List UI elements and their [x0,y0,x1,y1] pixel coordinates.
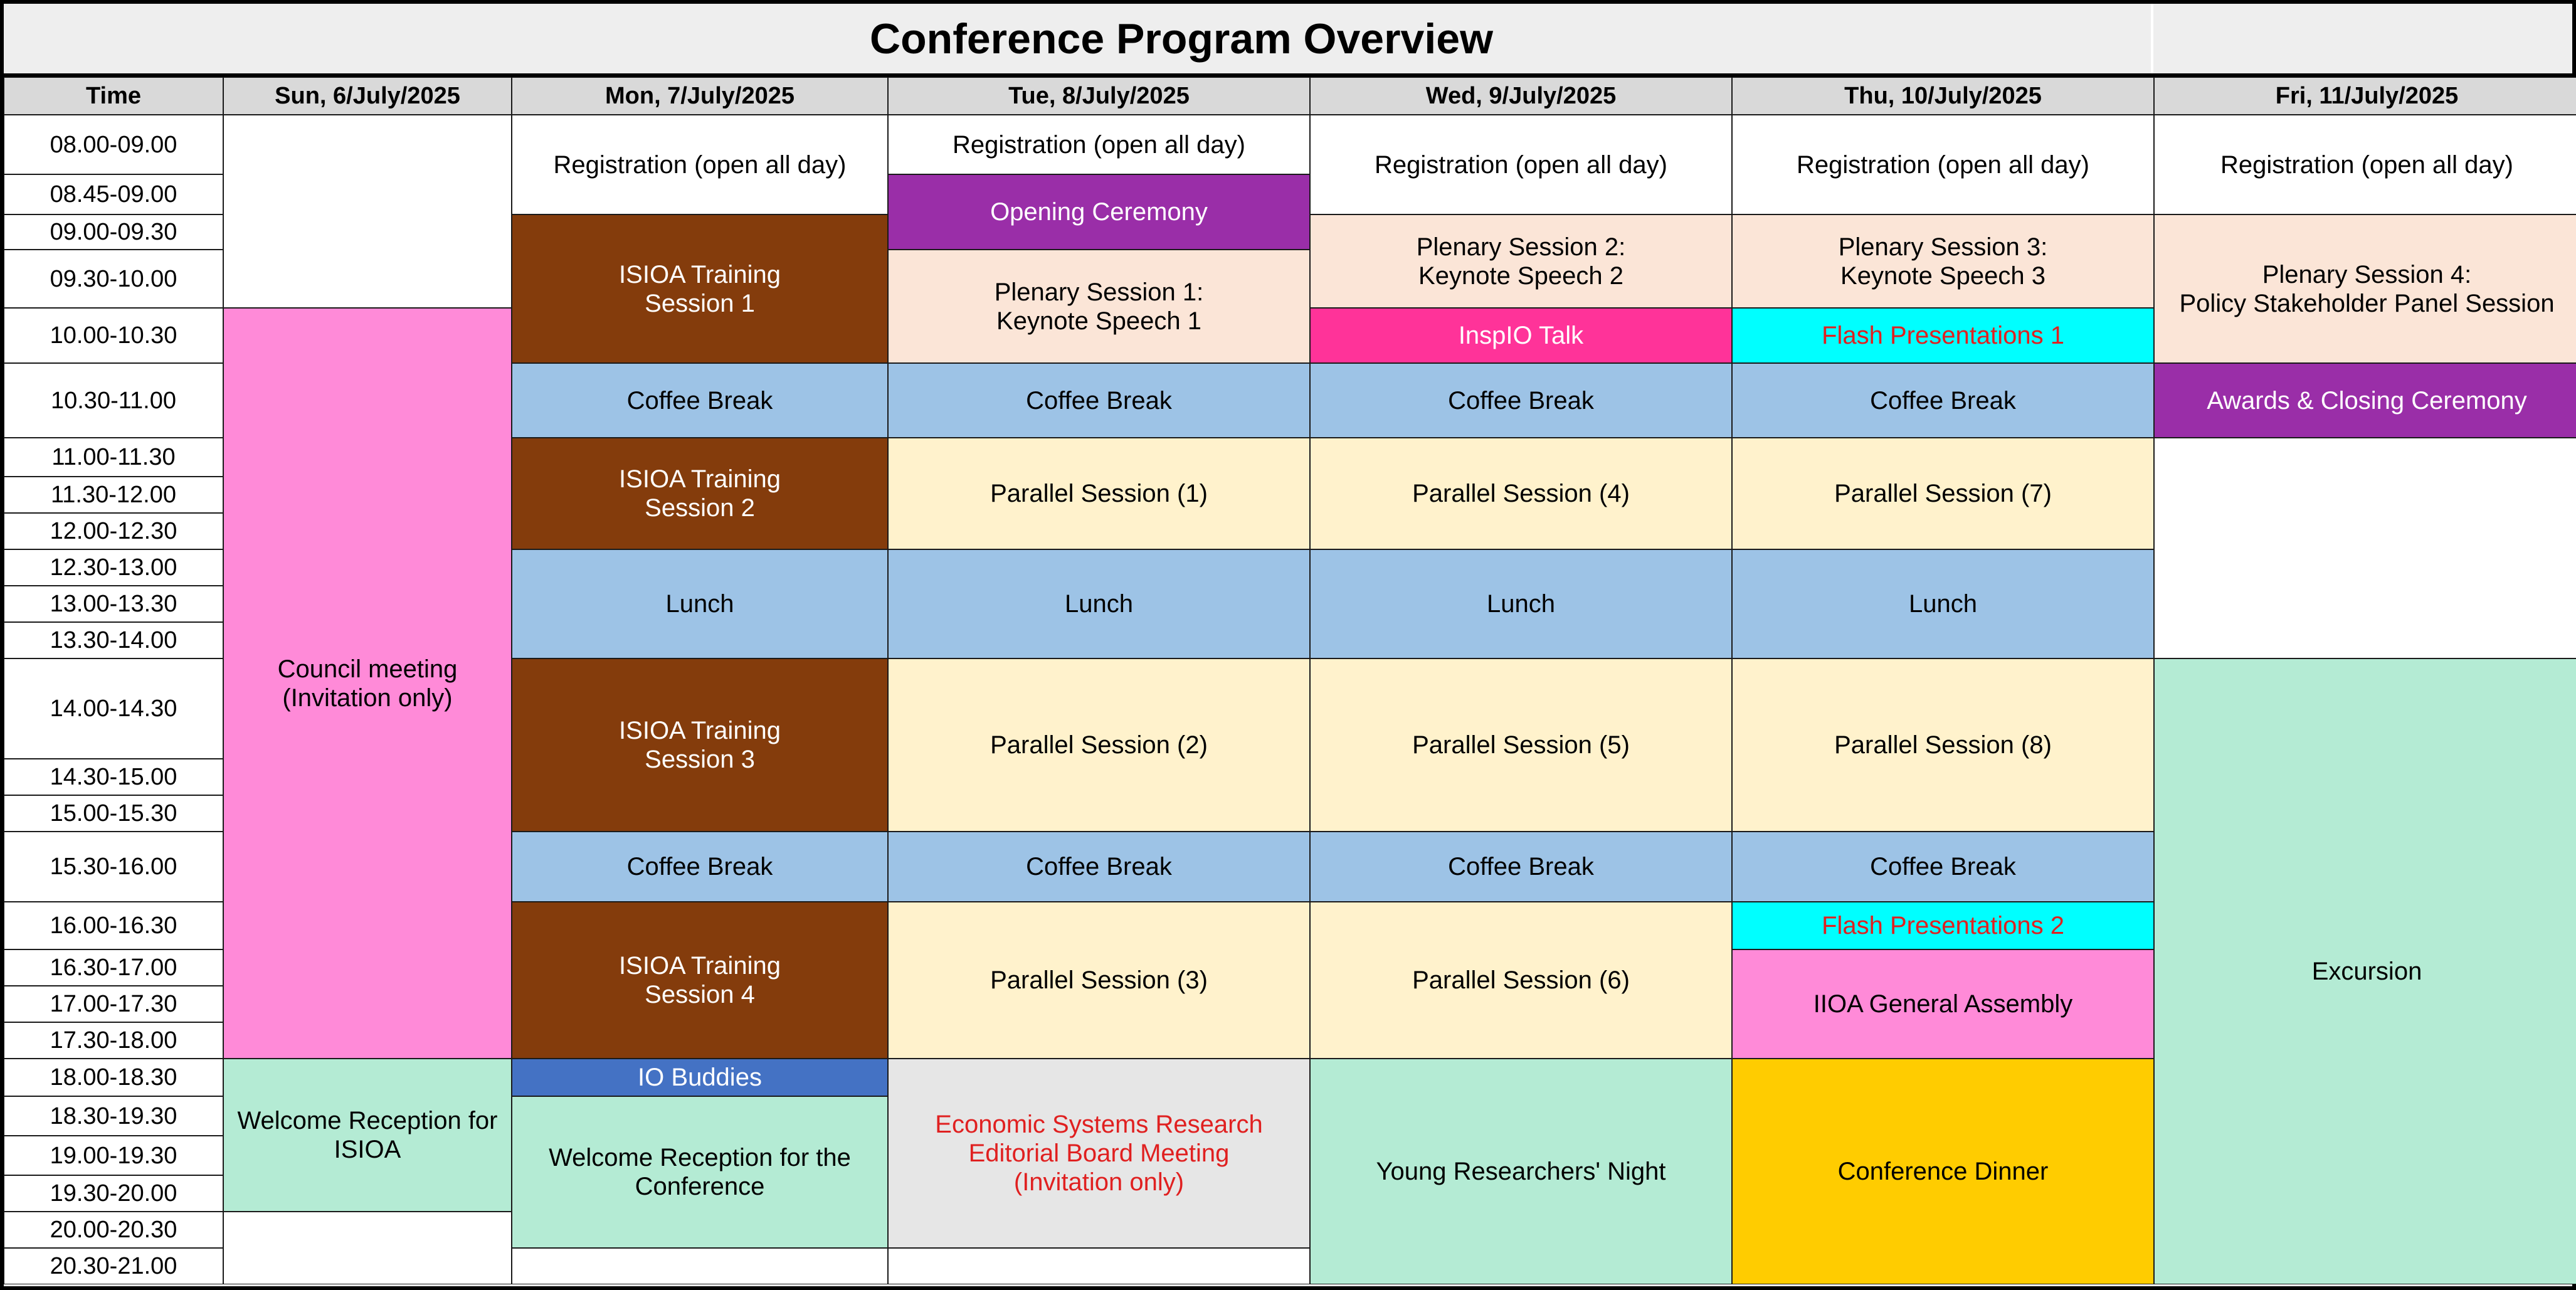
event-plenary-3: Plenary Session 3: Keynote Speech 3 [1732,214,2154,308]
time-slot: 15.30-16.00 [4,832,223,902]
event-coffee-break: Coffee Break [512,363,888,438]
event-isioa-training-4: ISIOA Training Session 4 [512,902,888,1059]
event-registration: Registration (open all day) [512,115,888,214]
event-registration: Registration (open all day) [888,115,1310,174]
event-plenary-1: Plenary Session 1: Keynote Speech 1 [888,250,1310,363]
event-parallel-5: Parallel Session (5) [1310,658,1732,832]
event-parallel-4: Parallel Session (4) [1310,438,1732,549]
event-io-buddies: IO Buddies [512,1059,888,1096]
event-parallel-6: Parallel Session (6) [1310,902,1732,1059]
title-divider [2151,4,2153,77]
time-slot: 12.30-13.00 [4,549,223,586]
event-coffee-break: Coffee Break [1310,363,1732,438]
event-lunch: Lunch [1732,549,2154,658]
time-slot: 14.00-14.30 [4,658,223,759]
event-coffee-break: Coffee Break [512,832,888,902]
time-slot: 09.30-10.00 [4,250,223,308]
event-isioa-training-3: ISIOA Training Session 3 [512,658,888,832]
event-parallel-3: Parallel Session (3) [888,902,1310,1059]
time-slot: 12.00-12.30 [4,513,223,549]
header-sun: Sun, 6/July/2025 [223,77,512,115]
event-iioa-general-assembly: IIOA General Assembly [1732,949,2154,1059]
event-lunch: Lunch [1310,549,1732,658]
event-isioa-training-1: ISIOA Training Session 1 [512,214,888,363]
event-welcome-reception-isioa: Welcome Reception for ISIOA [223,1059,512,1212]
event-lunch: Lunch [888,549,1310,658]
event-coffee-break: Coffee Break [1310,832,1732,902]
time-slot: 11.00-11.30 [4,438,223,477]
header-wed: Wed, 9/July/2025 [1310,77,1732,115]
event-welcome-reception-conference: Welcome Reception for the Conference [512,1096,888,1248]
time-slot: 13.00-13.30 [4,586,223,622]
time-slot: 18.30-19.30 [4,1096,223,1136]
time-slot: 17.30-18.00 [4,1022,223,1059]
event-coffee-break: Coffee Break [888,832,1310,902]
empty-cell [223,115,512,308]
empty-cell [223,1212,512,1284]
page-title: Conference Program Overview [870,14,1493,63]
time-slot: 15.00-15.30 [4,795,223,832]
event-registration: Registration (open all day) [1732,115,2154,214]
event-plenary-2: Plenary Session 2: Keynote Speech 2 [1310,214,1732,308]
event-coffee-break: Coffee Break [888,363,1310,438]
time-slot: 19.30-20.00 [4,1175,223,1212]
event-esr-editorial-board: Economic Systems Research Editorial Board Meeting (Invitation only) [888,1059,1310,1248]
empty-cell [512,1248,888,1284]
time-slot: 20.00-20.30 [4,1212,223,1248]
event-inspio-talk: InspIO Talk [1310,308,1732,363]
empty-cell [888,1248,1310,1284]
event-flash-presentations-1: Flash Presentations 1 [1732,308,2154,363]
event-opening-ceremony: Opening Ceremony [888,174,1310,250]
time-slot: 08.45-09.00 [4,174,223,214]
time-slot: 13.30-14.00 [4,622,223,658]
event-isioa-training-2: ISIOA Training Session 2 [512,438,888,549]
event-registration: Registration (open all day) [1310,115,1732,214]
event-flash-presentations-2: Flash Presentations 2 [1732,902,2154,949]
event-coffee-break: Coffee Break [1732,363,2154,438]
event-coffee-break: Coffee Break [1732,832,2154,902]
time-slot: 19.00-19.30 [4,1136,223,1175]
header-mon: Mon, 7/July/2025 [512,77,888,115]
event-parallel-8: Parallel Session (8) [1732,658,2154,832]
time-slot: 10.30-11.00 [4,363,223,438]
time-slot: 08.00-09.00 [4,115,223,174]
event-registration: Registration (open all day) [2154,115,2576,214]
event-parallel-2: Parallel Session (2) [888,658,1310,832]
event-lunch: Lunch [512,549,888,658]
event-excursion: Excursion [2154,658,2576,1284]
title-bar [0,0,2576,77]
event-parallel-1: Parallel Session (1) [888,438,1310,549]
event-conference-dinner: Conference Dinner [1732,1059,2154,1284]
header-thu: Thu, 10/July/2025 [1732,77,2154,115]
event-young-researchers-night: Young Researchers' Night [1310,1059,1732,1284]
time-slot: 17.00-17.30 [4,986,223,1022]
event-plenary-4: Plenary Session 4: Policy Stakeholder Panel Session [2154,214,2576,363]
time-slot: 16.30-17.00 [4,949,223,986]
time-slot: 16.00-16.30 [4,902,223,949]
event-parallel-7: Parallel Session (7) [1732,438,2154,549]
time-slot: 11.30-12.00 [4,477,223,513]
schedule-grid [0,73,2576,1290]
event-council-meeting: Council meeting (Invitation only) [223,308,512,1059]
time-slot: 10.00-10.30 [4,308,223,363]
time-slot: 20.30-21.00 [4,1248,223,1284]
header-fri: Fri, 11/July/2025 [2154,77,2576,115]
time-slot: 09.00-09.30 [4,214,223,250]
time-slot: 18.00-18.30 [4,1059,223,1096]
header-time: Time [4,77,223,115]
event-awards-closing-ceremony: Awards & Closing Ceremony [2154,363,2576,438]
empty-cell [2154,438,2576,658]
time-slot: 14.30-15.00 [4,759,223,795]
header-tue: Tue, 8/July/2025 [888,77,1310,115]
